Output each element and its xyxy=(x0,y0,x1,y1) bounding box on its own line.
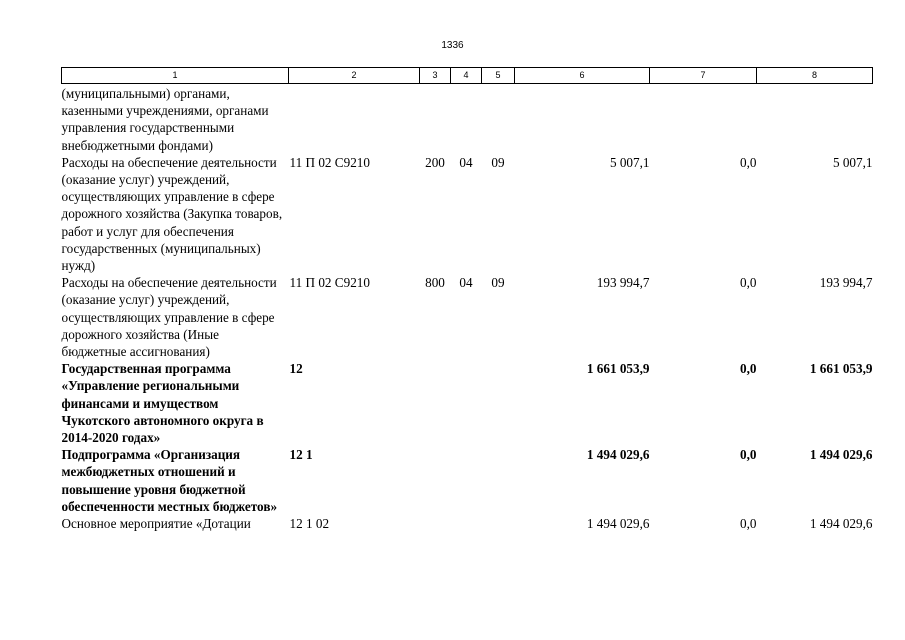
row-pr xyxy=(482,84,515,154)
row-name: (муниципальными) органами, казенными учреждениями, органами управления государственными внебюджетными фондами) xyxy=(61,86,269,153)
row-total: 1 494 029,6 xyxy=(809,516,873,532)
table-row xyxy=(62,360,873,446)
row-total: 1 661 053,9 xyxy=(809,361,873,377)
row-name: Подпрограмма «Организация межбюджетных отношений и повышение уровня бюджетной обеспеченности местных бюджетов» xyxy=(61,447,278,514)
row-code: 11 П 02 С9210 xyxy=(289,275,370,291)
column-header: 3 xyxy=(420,68,451,84)
table-row xyxy=(62,446,873,515)
row-change: 0,0 xyxy=(740,361,757,377)
row-pr xyxy=(482,360,515,446)
row-code: 12 1 02 xyxy=(289,516,330,532)
column-header: 2 xyxy=(289,68,420,84)
row-rz: 04 xyxy=(459,275,473,291)
row-code: 12 1 xyxy=(289,447,313,463)
row-code: 12 xyxy=(289,361,303,377)
row-code xyxy=(289,84,420,154)
row-sum: 1 494 029,6 xyxy=(586,447,650,463)
row-total xyxy=(757,84,873,154)
row-change: 0,0 xyxy=(740,516,757,532)
row-name: Государственная программа «Управление региональными финансами и имуществом Чукотского автономного округа в 2014-2020 годах» xyxy=(61,361,264,446)
row-rz: 04 xyxy=(459,154,473,170)
column-header: 4 xyxy=(451,68,482,84)
row-change: 0,0 xyxy=(740,275,757,291)
row-sum xyxy=(515,84,650,154)
row-rz xyxy=(451,446,482,515)
row-rz xyxy=(451,515,482,532)
row-total: 5 007,1 xyxy=(832,154,873,170)
column-header: 5 xyxy=(482,68,515,84)
row-pr: 09 xyxy=(491,154,505,170)
table-row xyxy=(62,274,873,360)
row-name: Основное мероприятие «Дотации xyxy=(61,516,251,532)
row-name: Расходы на обеспечение деятельности (оказание услуг) учреждений, осуществляющих управление в сфере дорожного хозяйства (Закупка товаров, работ и услуг для обеспечения государственных (муниципальных) нужд) xyxy=(61,154,283,274)
row-rz xyxy=(451,84,482,154)
page-number: 1336 xyxy=(441,40,464,51)
table-header-row xyxy=(62,68,873,84)
row-change: 0,0 xyxy=(740,447,757,463)
row-pr xyxy=(482,446,515,515)
row-vr: 800 xyxy=(425,275,445,291)
column-header: 1 xyxy=(62,68,289,84)
row-vr xyxy=(420,360,451,446)
row-change: 0,0 xyxy=(740,154,757,170)
column-header: 8 xyxy=(757,68,873,84)
column-header: 6 xyxy=(515,68,650,84)
row-pr: 09 xyxy=(491,275,505,291)
row-code: 11 П 02 С9210 xyxy=(289,154,370,170)
row-total: 193 994,7 xyxy=(819,275,873,291)
table-row xyxy=(62,515,873,532)
row-sum: 193 994,7 xyxy=(596,275,650,291)
row-rz xyxy=(451,360,482,446)
row-change xyxy=(650,84,757,154)
row-vr xyxy=(420,515,451,532)
table-row xyxy=(62,154,873,274)
row-name: Расходы на обеспечение деятельности (оказание услуг) учреждений, осуществляющих управление в сфере дорожного хозяйства (Иные бюджетные ассигнования) xyxy=(61,275,277,360)
row-pr xyxy=(482,515,515,532)
row-vr xyxy=(420,446,451,515)
table-row xyxy=(62,84,873,154)
row-vr: 200 xyxy=(425,154,445,170)
row-total: 1 494 029,6 xyxy=(809,447,873,463)
row-vr xyxy=(420,84,451,154)
row-sum: 1 661 053,9 xyxy=(586,361,650,377)
row-sum: 1 494 029,6 xyxy=(586,516,650,532)
column-header: 7 xyxy=(650,68,757,84)
budget-table xyxy=(61,67,873,532)
row-sum: 5 007,1 xyxy=(609,154,650,170)
